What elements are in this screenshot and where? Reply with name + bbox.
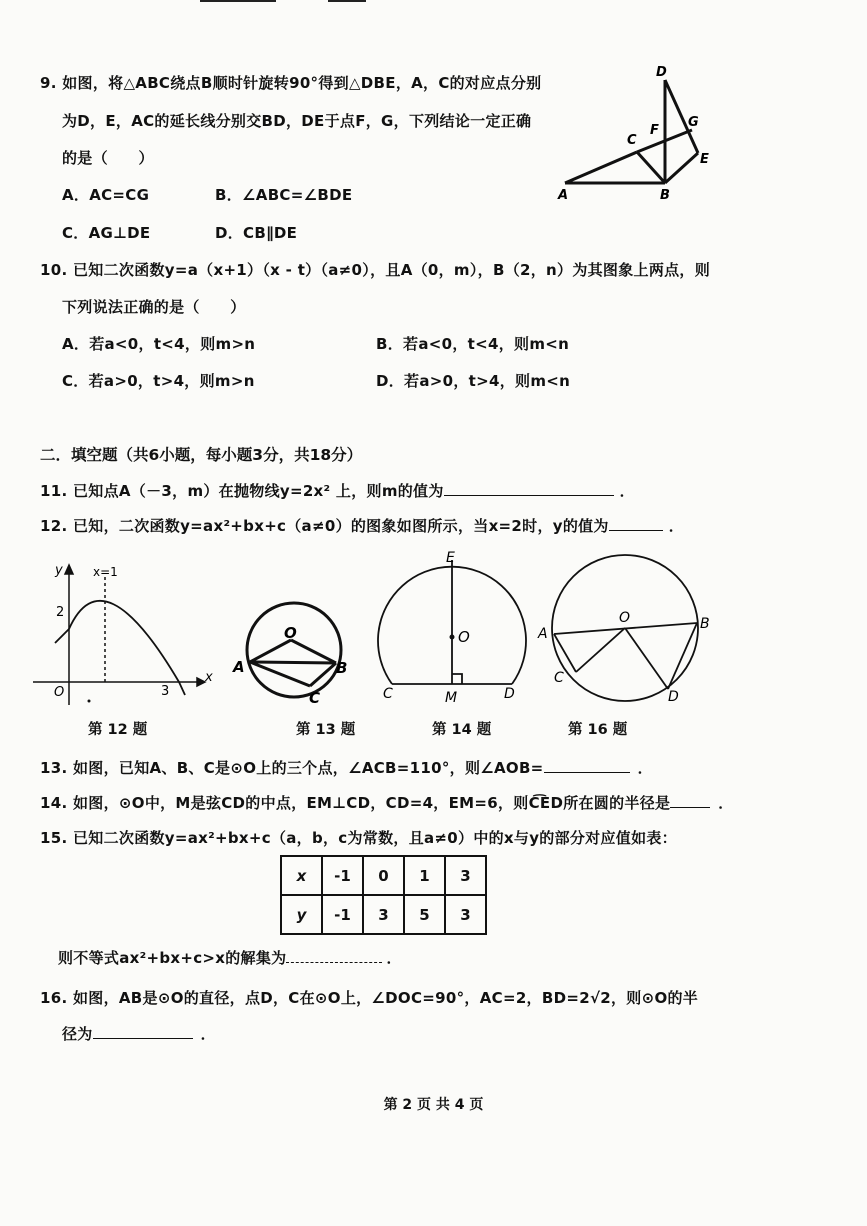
- q15-text: 15. 已知二次函数y=ax²+bx+c（a，b，c为常数，且a≠0）中的x与y的部分对应值如表：: [40, 829, 677, 847]
- q9-label-g: G: [688, 115, 699, 130]
- fig16-label-o: O: [619, 610, 631, 626]
- fig12-y-tick: 2: [56, 605, 65, 620]
- fig13-label-b: B: [336, 659, 348, 677]
- q10-option-d: D．若a>0，t>4，则m<n: [376, 372, 571, 390]
- q9-label-c: C: [627, 133, 637, 148]
- fig16-label-c: C: [554, 670, 564, 686]
- q16-answer-blank[interactable]: [93, 1038, 193, 1039]
- q12-text: 12. 已知，二次函数y=ax²+bx+c（a≠0）的图象如图所示，当x=2时，y的值为: [40, 517, 609, 535]
- q12: [40, 515, 684, 536]
- q9-option-c: C．AG⊥DE: [62, 224, 151, 242]
- q9-figure: [555, 60, 725, 205]
- q11-end: ．: [619, 482, 635, 500]
- q14: [40, 792, 734, 813]
- q11-text: 11. 已知点A（－3，m）在抛物线y=2x² 上，则m的值为: [40, 482, 444, 500]
- q10-option-c: C．若a>0，t>4，则m>n: [62, 372, 255, 390]
- fig12-axis-label: x=1: [93, 565, 118, 579]
- q11: [40, 480, 635, 501]
- q9-line3: 的是（ ）: [62, 149, 154, 167]
- q15-after: [58, 947, 402, 968]
- q15-x-value: 3: [445, 856, 486, 895]
- q9-option-d: D．CB∥DE: [215, 224, 298, 242]
- q9-option-a: A．AC=CG: [62, 186, 150, 204]
- q15-after-text: 则不等式ax²+bx+c>x的解集为: [58, 949, 287, 967]
- q15-x-value: -1: [322, 856, 363, 895]
- q9-option-b: B．∠ABC=∠BDE: [215, 186, 353, 204]
- q15-y-value: 3: [363, 895, 404, 934]
- fig14-label-o: O: [458, 628, 470, 646]
- fig14-arc: [372, 548, 532, 708]
- fig13-label-o: O: [284, 624, 297, 642]
- q15-y-value: 3: [445, 895, 486, 934]
- q9-label-f: F: [650, 123, 659, 138]
- fig14-label-m: M: [445, 690, 458, 706]
- q13-answer-blank[interactable]: [544, 772, 630, 773]
- q9-line2: 为D，E，AC的延长线分别交BD，DE于点F，G，下列结论一定正确: [62, 112, 532, 130]
- q16-line2: [62, 1023, 216, 1044]
- fig12-graph: [25, 555, 220, 710]
- q9-line1: 9. 如图，将△ABC绕点B顺时针旋转90°得到△DBE，A，C的对应点分别: [40, 74, 542, 92]
- q13: [40, 757, 653, 778]
- fig16-caption: 第 16 题: [568, 722, 628, 738]
- q15-end: ．: [386, 949, 402, 967]
- q11-answer-blank[interactable]: [444, 495, 614, 496]
- fig14-label-d: D: [504, 686, 515, 702]
- q15-y-header: y: [281, 895, 322, 934]
- q15-y-value: 5: [404, 895, 445, 934]
- fig16-label-b: B: [700, 616, 710, 632]
- q15-x-header: x: [281, 856, 322, 895]
- q15-value-table: [280, 855, 487, 935]
- fig14-caption: 第 14 题: [432, 722, 492, 738]
- q13-end: ．: [637, 759, 653, 777]
- fig12-x-tick: 3: [161, 684, 170, 699]
- fig16-label-d: D: [668, 689, 679, 705]
- q16-end: ．: [200, 1025, 216, 1043]
- fig14-label-e: E: [446, 550, 455, 566]
- fig16-circle: [535, 548, 720, 713]
- q12-end: ．: [668, 517, 685, 535]
- q16-line1: 16. 如图，AB是⊙O的直径，点D，C在⊙O上，∠DOC=90°，AC=2，BD=2√2，则⊙O的半: [40, 989, 699, 1007]
- q10-option-a: A．若a<0，t<4，则m>n: [62, 335, 256, 353]
- fig16-label-a: A: [538, 626, 548, 642]
- q10-option-b: B．若a<0，t<4，则m<n: [376, 335, 570, 353]
- q15-x-value: 1: [404, 856, 445, 895]
- page-footer: 第 2 页 共 4 页: [383, 1097, 484, 1113]
- fig14-label-c: C: [383, 686, 393, 702]
- q9-label-b: B: [660, 188, 670, 203]
- q9-label-d: D: [656, 65, 667, 80]
- fig12-x-label: x: [205, 670, 213, 685]
- fig13-label-c: C: [309, 689, 321, 707]
- table-row: [281, 895, 486, 934]
- fig13-label-a: A: [233, 658, 245, 676]
- q16-line2-pre: 径为: [62, 1025, 93, 1043]
- fig12-origin: O: [54, 685, 65, 700]
- top-mark-1: [200, 0, 276, 2]
- fig12-caption: 第 12 题: [88, 722, 148, 738]
- q9-label-a: A: [558, 188, 569, 203]
- q15-y-value: -1: [322, 895, 363, 934]
- q10-line2: 下列说法正确的是（ ）: [62, 298, 246, 316]
- q13-text: 13. 如图，已知A、B、C是⊙O上的三个点，∠ACB=110°，则∠AOB=: [40, 759, 544, 777]
- top-mark-2: [328, 0, 366, 2]
- fig12-y-label: y: [55, 563, 63, 578]
- q10-line1: 10. 已知二次函数y=a（x+1）（x - t）（a≠0），且A（0，m），B（2，n）为其图象上两点，则: [40, 261, 711, 279]
- fig13-caption: 第 13 题: [296, 722, 356, 738]
- fig13-circle: [228, 590, 363, 710]
- q15-x-value: 0: [363, 856, 404, 895]
- q12-answer-blank[interactable]: [609, 530, 663, 531]
- table-row: [281, 856, 486, 895]
- q14-end: ．: [718, 794, 734, 812]
- q14-text: 14. 如图，⊙O中，M是弦CD的中点，EM⊥CD，CD=4，EM=6，则C͡ED所在圆的半径是: [40, 794, 671, 812]
- q15-answer-blank[interactable]: [286, 962, 382, 963]
- q9-label-e: E: [700, 152, 709, 167]
- q14-answer-blank[interactable]: [670, 807, 710, 808]
- section-title: 二．填空题（共6小题，每小题3分，共18分）: [40, 446, 363, 464]
